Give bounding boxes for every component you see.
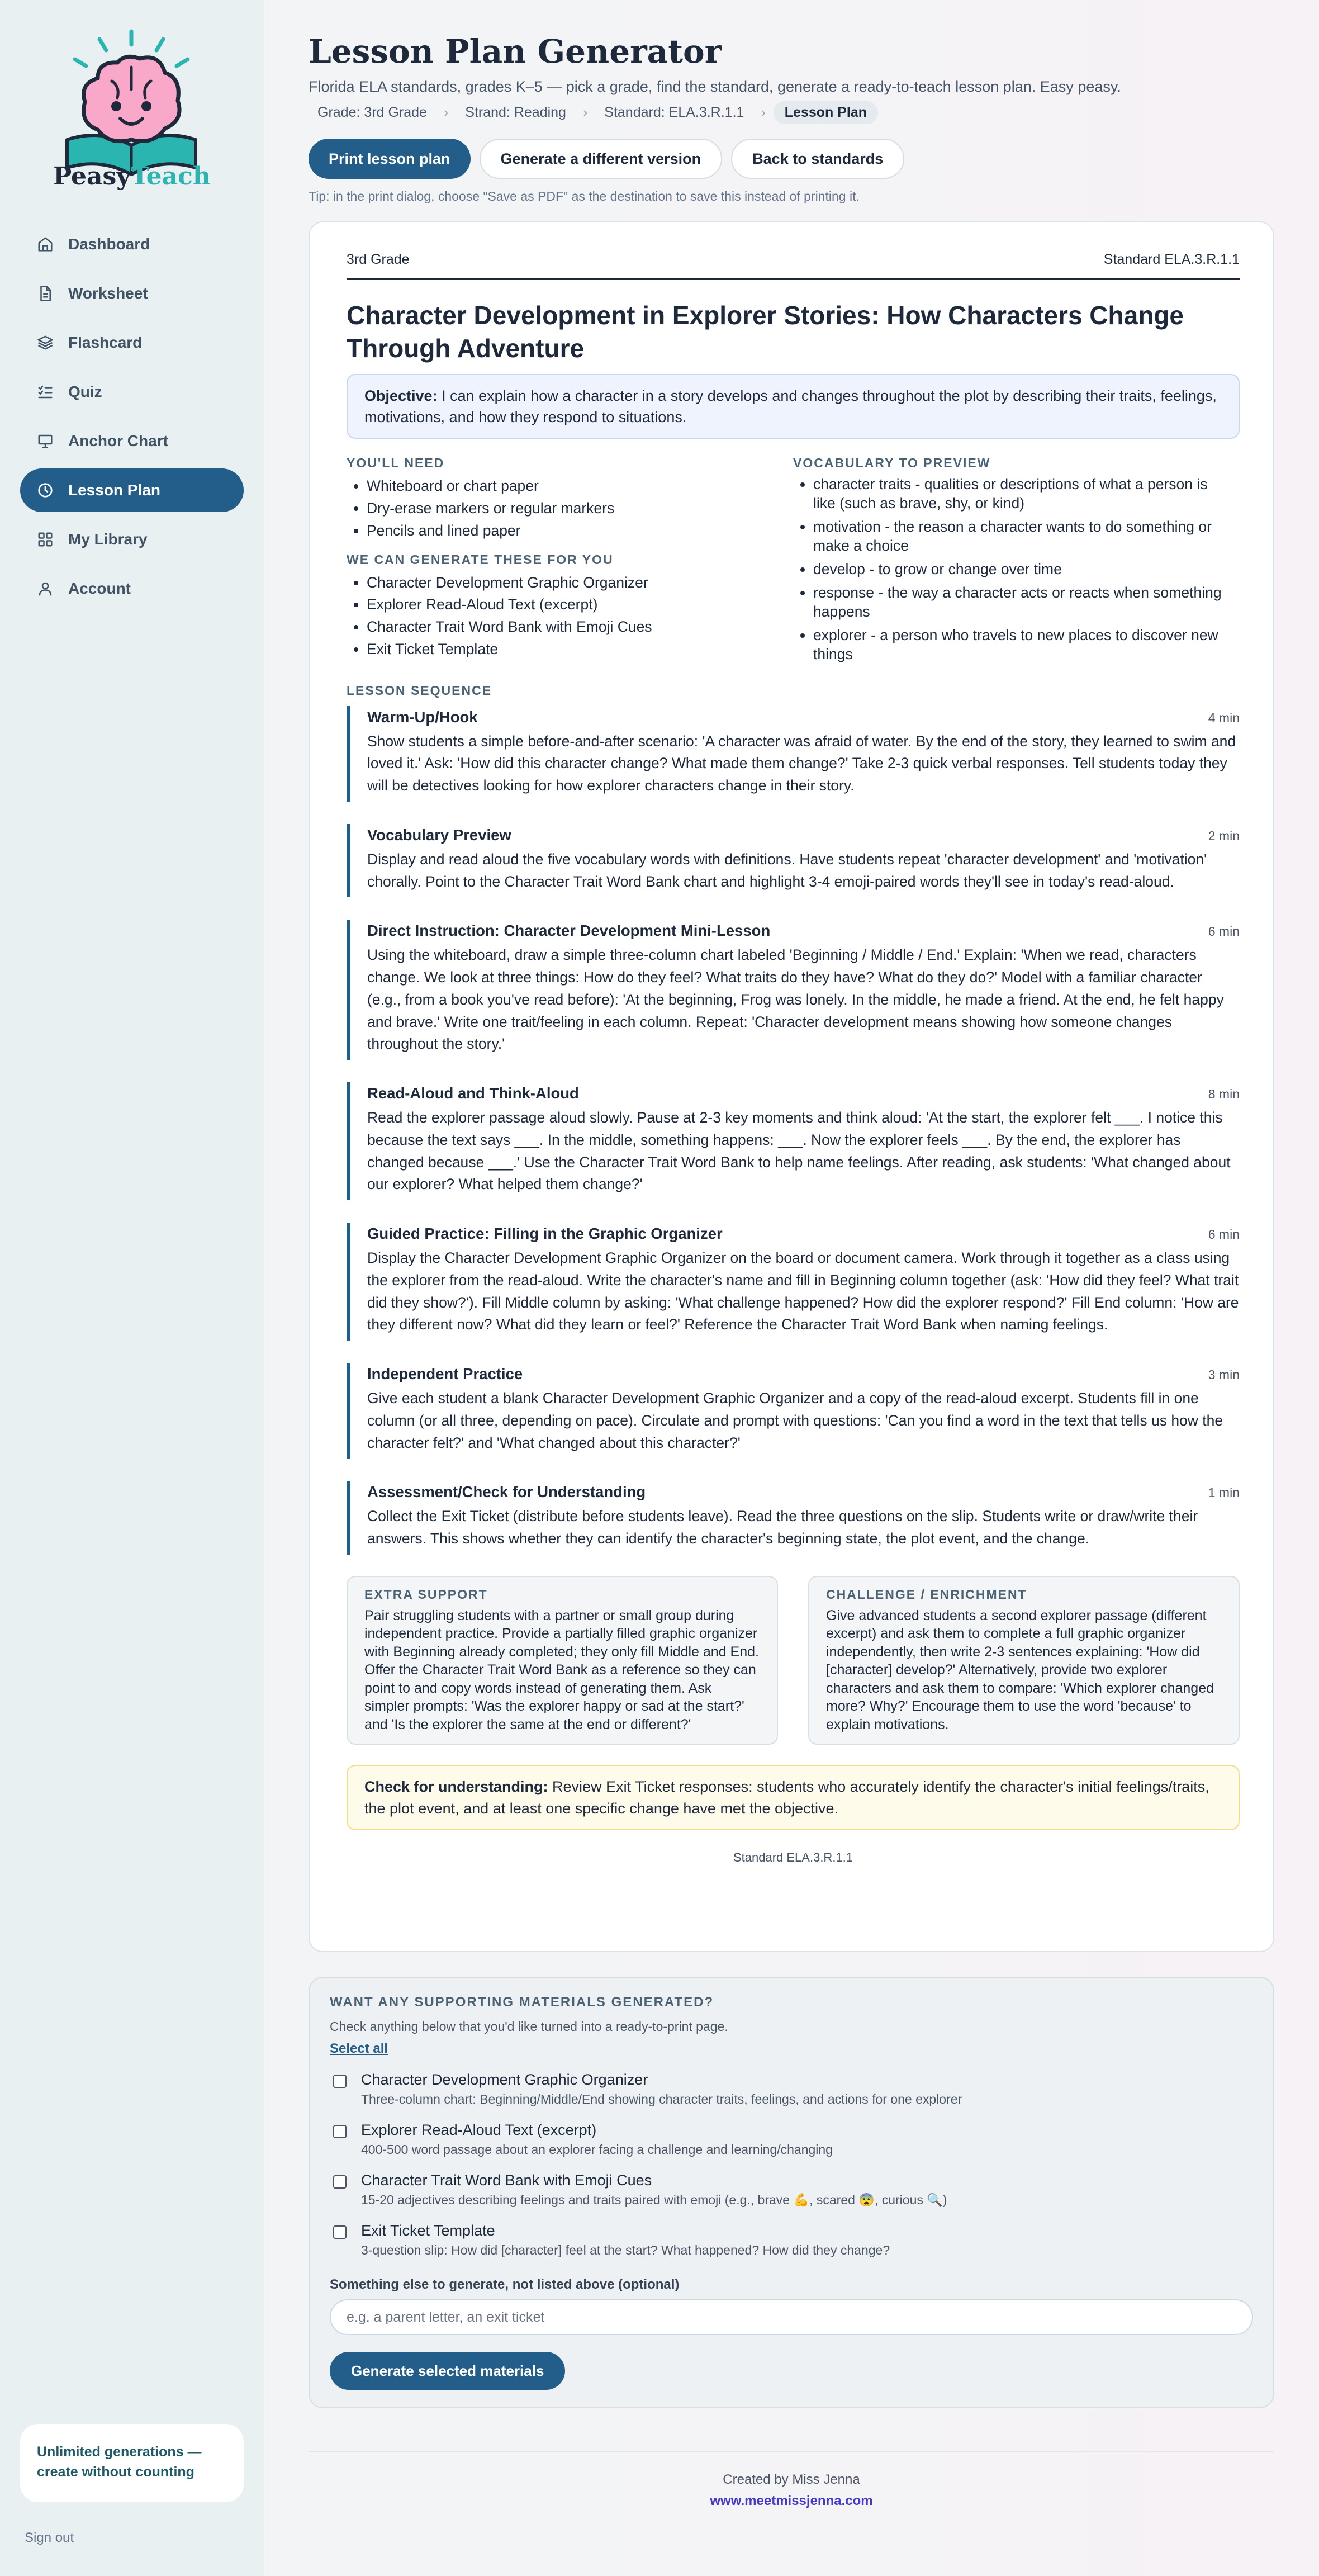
list-item: • Character Development Graphic Organizer xyxy=(367,572,793,594)
breadcrumb-standard[interactable]: Standard: ELA.3.R.1.1 xyxy=(604,104,744,120)
step-name: Assessment/Check for Understanding xyxy=(367,1483,646,1501)
material-checkbox[interactable] xyxy=(333,2125,347,2138)
objective-label: Objective: xyxy=(364,387,438,404)
brand-name-part1: Peasy xyxy=(53,162,131,191)
layers-icon xyxy=(36,333,55,352)
generate-materials-button[interactable]: Generate selected materials xyxy=(330,2352,565,2390)
lesson-step xyxy=(347,1082,1240,1200)
material-option[interactable] xyxy=(330,2172,1253,2208)
list-item: • Pencils and lined paper xyxy=(367,520,793,542)
step-body: Collect the Exit Ticket (distribute before students leave). Read the three questions on the slip. Students write or draw/write their answers. This shows whether they can identify the character's beginning state, the plot event, and the change. xyxy=(367,1508,1198,1547)
material-option[interactable] xyxy=(330,2122,1253,2157)
materials-vocab-columns xyxy=(347,456,1240,674)
sidebar-item-label: Quiz xyxy=(68,383,102,400)
material-title: Character Development Graphic Organizer xyxy=(361,2071,648,2088)
sidebar-item-anchor-chart[interactable] xyxy=(20,419,244,463)
list-item: • explorer - a person who travels to new places to discover new things xyxy=(813,626,1228,664)
plan-footer-standard: Standard ELA.3.R.1.1 xyxy=(733,1850,853,1864)
breadcrumb-separator: › xyxy=(761,104,766,120)
material-checkbox[interactable] xyxy=(333,2225,347,2239)
sidebar-item-label: Account xyxy=(68,580,131,597)
vocab-heading: VOCABULARY TO PREVIEW xyxy=(793,456,991,471)
step-name: Warm-Up/Hook xyxy=(367,708,478,726)
created-by-text: Created by Miss Jenna xyxy=(723,2472,860,2487)
step-body: Give each student a blank Character Development Graphic Organizer and a copy of the read-aloud excerpt. Students fill in one column (or all three, depending on pace). Circulate and prompt with questions: 'Can you find a word in the text that tells us how the character felt?' and 'What changed about this character?' xyxy=(367,1390,1223,1451)
lesson-step xyxy=(347,824,1240,898)
list-item: • develop - to grow or change over time xyxy=(813,560,1228,579)
print-button[interactable]: Print lesson plan xyxy=(309,139,471,179)
need-heading: YOU'LL NEED xyxy=(347,456,445,471)
sidebar-item-label: Worksheet xyxy=(68,285,148,302)
grid-icon xyxy=(36,530,55,549)
page-title: Lesson Plan Generator xyxy=(309,32,722,70)
document-icon xyxy=(36,284,55,303)
breadcrumb-separator: › xyxy=(443,104,449,120)
checklist-icon xyxy=(36,382,55,401)
lesson-plan-card xyxy=(309,221,1274,1952)
step-name: Read-Aloud and Think-Aloud xyxy=(367,1085,579,1102)
step-name: Independent Practice xyxy=(367,1365,523,1383)
list-item: • Character Trait Word Bank with Emoji Cues xyxy=(367,616,793,638)
plan-grade: 3rd Grade xyxy=(347,252,410,267)
breadcrumb-grade[interactable]: Grade: 3rd Grade xyxy=(317,104,427,120)
list-item: • motivation - the reason a character wants to do something or make a choice xyxy=(813,518,1228,556)
step-body: Using the whiteboard, draw a simple three-column chart labeled 'Beginning / Middle / End.' Explain: 'When we read, characters change. We look at three things: How do they feel? What traits do they have? What do they do?' Model with a familiar character (e.g., from a book you've read before): 'At the beginning, Frog was lonely. In the middle, he made a friend. At the end, he felt happy and brave.' Write one trait/feeling in each column. Repeat: 'Character development means showing how someone changes throughout the story.' xyxy=(367,946,1224,1053)
step-time: 2 min xyxy=(1208,828,1240,843)
select-all-link[interactable]: Select all xyxy=(330,2041,388,2056)
objective-text: I can explain how a character in a story develops and changes throughout the plot by describing their traits, feelings, motivations, and how they respond to situations. xyxy=(364,387,1217,426)
plan-meta xyxy=(347,252,1240,280)
sidebar-item-my-library[interactable] xyxy=(20,518,244,561)
presentation-icon xyxy=(36,432,55,451)
material-title: Character Trait Word Bank with Emoji Cues xyxy=(361,2172,652,2189)
step-time: 6 min xyxy=(1208,924,1240,939)
brand-name xyxy=(0,162,264,191)
challenge-heading: CHALLENGE / ENRICHMENT xyxy=(826,1587,1027,1602)
sign-out-link[interactable]: Sign out xyxy=(25,2530,74,2545)
list-item: • Explorer Read-Aloud Text (excerpt) xyxy=(367,594,793,616)
extra-support-heading: EXTRA SUPPORT xyxy=(364,1587,488,1602)
list-item: • response - the way a character acts or reacts when something happens xyxy=(813,584,1228,622)
materials-heading: WANT ANY SUPPORTING MATERIALS GENERATED? xyxy=(330,1995,714,2010)
page-footer xyxy=(309,2451,1274,2509)
back-to-standards-button[interactable]: Back to standards xyxy=(731,139,904,179)
material-option[interactable] xyxy=(330,2222,1253,2258)
material-checkbox[interactable] xyxy=(333,2075,347,2088)
step-time: 4 min xyxy=(1208,710,1240,725)
sidebar-item-label: Anchor Chart xyxy=(68,432,168,449)
website-link[interactable]: www.meetmissjenna.com xyxy=(710,2493,873,2508)
step-name: Guided Practice: Filling in the Graphic Organizer xyxy=(367,1225,723,1243)
check-for-understanding-box xyxy=(347,1765,1240,1830)
left-column xyxy=(347,456,793,674)
sidebar-nav xyxy=(20,222,244,616)
challenge-box xyxy=(808,1576,1240,1745)
objective-box xyxy=(347,374,1240,439)
home-icon xyxy=(36,235,55,254)
step-time: 3 min xyxy=(1208,1367,1240,1382)
challenge-text: Give advanced students a second explorer passage (different excerpt) and ask them to complete a full graphic organizer independently, then write 2-3 sentences explaining: 'How did [character] develop?' Alternatively, provide two explorer characters and ask them to compare: 'Which explorer changed more? Why?' Encourage them to use the word 'because' to explain motivations. xyxy=(826,1607,1214,1732)
extra-support-text: Pair struggling students with a partner or small group during independent practice. Provide a partially filled graphic organizer with Beginning already completed; they only fill Middle and End. Offer the Character Trait Word Bank as a reference so they can point to and copy words instead of generating them. Ask simpler prompts: 'Was the explorer happy or sad at the start?' and 'Is the explorer the same at the end or different?' xyxy=(364,1607,759,1732)
user-icon xyxy=(36,579,55,598)
material-desc: Three-column chart: Beginning/Middle/End showing character traits, feelings, and actions for one explorer xyxy=(361,2092,962,2106)
check-text: Review Exit Ticket responses: students who accurately identify the character's initial feelings/traits, the plot event, and at least one specific change have met the objective. xyxy=(364,1778,1209,1817)
material-desc: 15-20 adjectives describing feelings and traits paired with emoji (e.g., brave 💪, scared 😨, curious 🔍) xyxy=(361,2193,947,2207)
breadcrumb-current: Lesson Plan xyxy=(774,101,878,124)
list-item: • character traits - qualities or descriptions of what a person is like (such as brave, shy, or kind) xyxy=(813,475,1228,513)
material-title: Explorer Read-Aloud Text (excerpt) xyxy=(361,2122,597,2138)
step-time: 1 min xyxy=(1208,1485,1240,1500)
list-item: • Dry-erase markers or regular markers xyxy=(367,498,793,520)
breadcrumb xyxy=(309,101,878,124)
vocab-list xyxy=(793,475,1240,664)
sidebar-item-account[interactable] xyxy=(20,567,244,610)
action-bar xyxy=(309,139,913,179)
lesson-step xyxy=(347,706,1240,802)
step-body: Show students a simple before-and-after scenario: 'A character was afraid of water. By the end of the story, they learned to swim and loved it.' Ask: 'How did this character change? What made them change?' Take 2-3 quick verbal responses. Tell students today they will be detectives looking for how explorer characters change in their story. xyxy=(367,732,1236,794)
brand-name-part2: Teach xyxy=(130,162,211,191)
list-item: • Whiteboard or chart paper xyxy=(367,475,793,498)
list-item: • Exit Ticket Template xyxy=(367,638,793,661)
material-title: Exit Ticket Template xyxy=(361,2222,495,2239)
step-name: Vocabulary Preview xyxy=(367,826,511,844)
differentiation-boxes xyxy=(347,1576,1240,1745)
plan-title: Character Development in Explorer Stories: How Characters Change Through Adventure xyxy=(347,301,1184,363)
other-material-label: Something else to generate, not listed above (optional) xyxy=(330,2277,680,2292)
material-desc: 3-question slip: How did [character] feel at the start? What happened? How did they change? xyxy=(361,2243,890,2257)
sidebar-item-worksheet[interactable] xyxy=(20,272,244,315)
material-checkbox[interactable] xyxy=(333,2175,347,2189)
breadcrumb-strand[interactable]: Strand: Reading xyxy=(465,104,566,120)
extra-support-box xyxy=(347,1576,778,1745)
step-body: Display the Character Development Graphic Organizer on the board or document camera. Work through it together as a class using the explorer from the read-aloud. Write the character's name and fill in Beginning column together (ask: 'How did they feel? What trait did they show?'). Fill Middle column by asking: 'What challenge happened? How did the explorer respond?' Fill End column: 'How are they different now? What did they learn or feel?' Reference the Character Trait Word Bank when naming feelings. xyxy=(367,1249,1239,1333)
step-time: 8 min xyxy=(1208,1087,1240,1102)
supporting-materials-panel xyxy=(309,1977,1274,2408)
promo-card[interactable]: Unlimited generations — create without counting xyxy=(20,2424,244,2502)
material-desc: 400-500 word passage about an explorer facing a challenge and learning/changing xyxy=(361,2142,833,2157)
regenerate-button[interactable]: Generate a different version xyxy=(480,139,723,179)
sidebar-item-dashboard[interactable] xyxy=(20,222,244,266)
sidebar-item-label: Dashboard xyxy=(68,235,150,253)
lesson-step xyxy=(347,1363,1240,1459)
other-material-input[interactable]: e.g. a parent letter, an exit ticket xyxy=(330,2299,1253,2335)
materials-subtitle: Check anything below that you'd like turned into a ready-to-print page. xyxy=(330,2019,728,2034)
right-column xyxy=(793,456,1240,674)
sidebar-item-lesson-plan[interactable] xyxy=(20,468,244,512)
page-subtitle: Florida ELA standards, grades K–5 — pick a grade, find the standard, generate a ready-to-teach lesson plan. Easy peasy. xyxy=(309,78,1121,95)
sidebar-item-label: Flashcard xyxy=(68,334,143,351)
clock-icon xyxy=(36,481,55,500)
sidebar-item-label: Lesson Plan xyxy=(68,481,160,499)
lesson-step xyxy=(347,1223,1240,1341)
generate-heading: WE CAN GENERATE THESE FOR YOU xyxy=(347,552,614,567)
generate-list xyxy=(347,572,793,661)
breadcrumb-separator: › xyxy=(582,104,588,120)
sidebar-item-label: My Library xyxy=(68,531,148,548)
need-list xyxy=(347,475,793,542)
sidebar-item-flashcard[interactable] xyxy=(20,321,244,364)
step-time: 6 min xyxy=(1208,1227,1240,1242)
step-body: Display and read aloud the five vocabulary words with definitions. Have students repeat 'character development' and 'motivation' chorally. Point to the Character Trait Word Bank chart and highlight 3-4 emoji-paired words they'll see in today's read-aloud. xyxy=(367,850,1207,890)
print-tip: Tip: in the print dialog, choose "Save as PDF" as the destination to save this instead of printing it. xyxy=(309,189,860,203)
step-name: Direct Instruction: Character Development Mini-Lesson xyxy=(367,922,771,940)
lesson-step xyxy=(347,920,1240,1060)
sidebar xyxy=(0,0,264,2576)
step-body: Read the explorer passage aloud slowly. Pause at 2-3 key moments and think aloud: 'At the start, the explorer felt ___. I notice this because the text says ___. In the middle, something happens: ___. Now the explorer feels ___. By the end, the explorer has changed because ___.' Use the Character Trait Word Bank to help name feelings. After reading, ask students: 'What changed about our explorer? What helped them change?' xyxy=(367,1109,1231,1193)
lesson-step xyxy=(347,1481,1240,1555)
material-option[interactable] xyxy=(330,2071,1253,2107)
sidebar-item-quiz[interactable] xyxy=(20,370,244,414)
sequence-heading: LESSON SEQUENCE xyxy=(347,683,492,698)
check-label: Check for understanding: xyxy=(364,1778,548,1796)
plan-standard: Standard ELA.3.R.1.1 xyxy=(1103,252,1240,267)
